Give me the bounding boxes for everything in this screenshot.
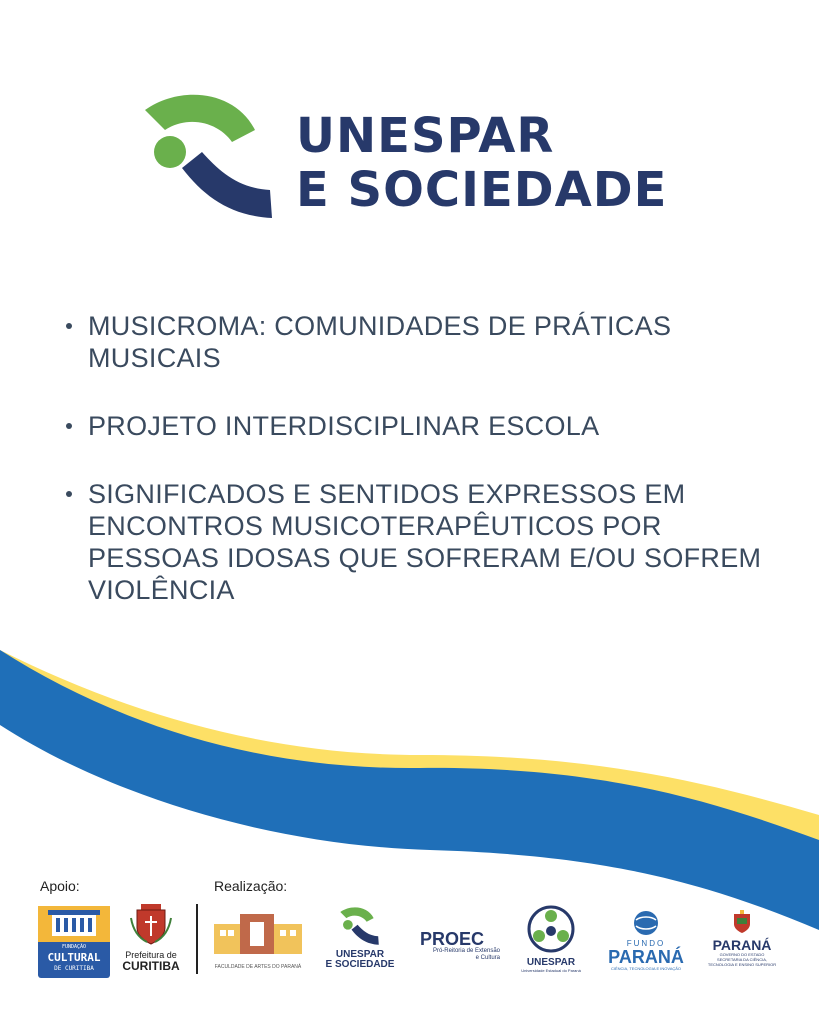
- footer: [0, 870, 819, 1024]
- proec-logo: [420, 930, 500, 970]
- fundo-line1: FUNDO: [626, 939, 666, 948]
- list-item: [62, 478, 762, 606]
- bullet-dot-icon: [66, 491, 72, 497]
- proec-line1: Pró-Reitoria de Extensão: [432, 948, 500, 954]
- unespar-logo: [518, 904, 584, 978]
- unespar-subtitle: Universidade Estadual do Paraná: [521, 968, 581, 973]
- header-logo: [140, 90, 700, 230]
- fundacao-cultural-logo: [38, 906, 110, 978]
- unespar-sociedade-small-icon: [338, 906, 382, 946]
- fundo-line2: PARANÁ: [608, 947, 684, 967]
- fundo-line3: CIÊNCIA, TECNOLOGIA E INOVAÇÃO: [610, 966, 682, 971]
- prefeitura-curitiba-logo: [120, 904, 182, 978]
- governo-parana-logo: [702, 910, 782, 976]
- fap-caption: FACULDADE DE ARTES DO PARANÁ: [214, 964, 302, 970]
- parana-line3: TECNOLOGIA E ENSINO SUPERIOR: [707, 962, 777, 967]
- proec-line2: e Cultura: [475, 955, 500, 961]
- bullet-dot-icon: [66, 323, 72, 329]
- project-list: [62, 310, 762, 606]
- list-item: [62, 310, 762, 374]
- parana-line1: GOVERNO DO ESTADO: [719, 952, 765, 957]
- unespar-sociedade-logo-icon: [140, 90, 280, 222]
- title-line-2: E SOCIEDADE: [296, 162, 668, 218]
- fap-building-icon: [212, 912, 304, 956]
- list-item-text: MUSICROMA: COMUNIDADES DE PRÁTICAS MUSICAIS: [88, 311, 672, 373]
- unespar-sociedade-small-logo: [322, 906, 398, 976]
- fcc-building-icon: [38, 906, 110, 942]
- fcc-line1: FUNDAÇÃO: [61, 944, 87, 950]
- unespar-emblem-icon: [526, 904, 576, 954]
- unesparsoc-line2: E SOCIEDADE: [325, 959, 395, 970]
- list-item-text: PROJETO INTERDISCIPLINAR ESCOLA: [88, 411, 600, 441]
- parana-title: PARANÁ: [712, 937, 772, 953]
- fcc-line3: DE CURITIBA: [54, 965, 94, 972]
- realizacao-label: Realização:: [214, 878, 288, 894]
- curitiba-shield-icon: [129, 904, 173, 946]
- apoio-label: Apoio:: [40, 878, 80, 894]
- proec-title: PROEC: [420, 929, 485, 949]
- faculdade-artes-logo: [212, 912, 304, 978]
- bullet-dot-icon: [66, 423, 72, 429]
- parana-line2: SECRETARIA DA CIÊNCIA,: [717, 957, 767, 962]
- parana-crest-icon: [731, 910, 753, 934]
- title-line-1: UNESPAR: [296, 108, 555, 164]
- prefeitura-line1: Prefeitura de: [125, 950, 177, 960]
- fcc-line2: CULTURAL: [47, 951, 101, 964]
- unesparsoc-line1: UNESPAR: [335, 949, 385, 960]
- unespar-title: UNESPAR: [526, 957, 576, 968]
- footer-divider: [196, 904, 198, 974]
- list-item: [62, 410, 762, 442]
- list-item-text: SIGNIFICADOS E SENTIDOS EXPRESSOS EM ENCONTROS MUSICOTERAPÊUTICOS POR PESSOAS IDOSAS QUE SOFRERAM E/OU SOFREM VIOLÊNCIA: [88, 479, 762, 605]
- globe-icon: [631, 910, 661, 936]
- fundo-parana-logo: [602, 910, 690, 976]
- prefeitura-line2: CURITIBA: [122, 959, 180, 973]
